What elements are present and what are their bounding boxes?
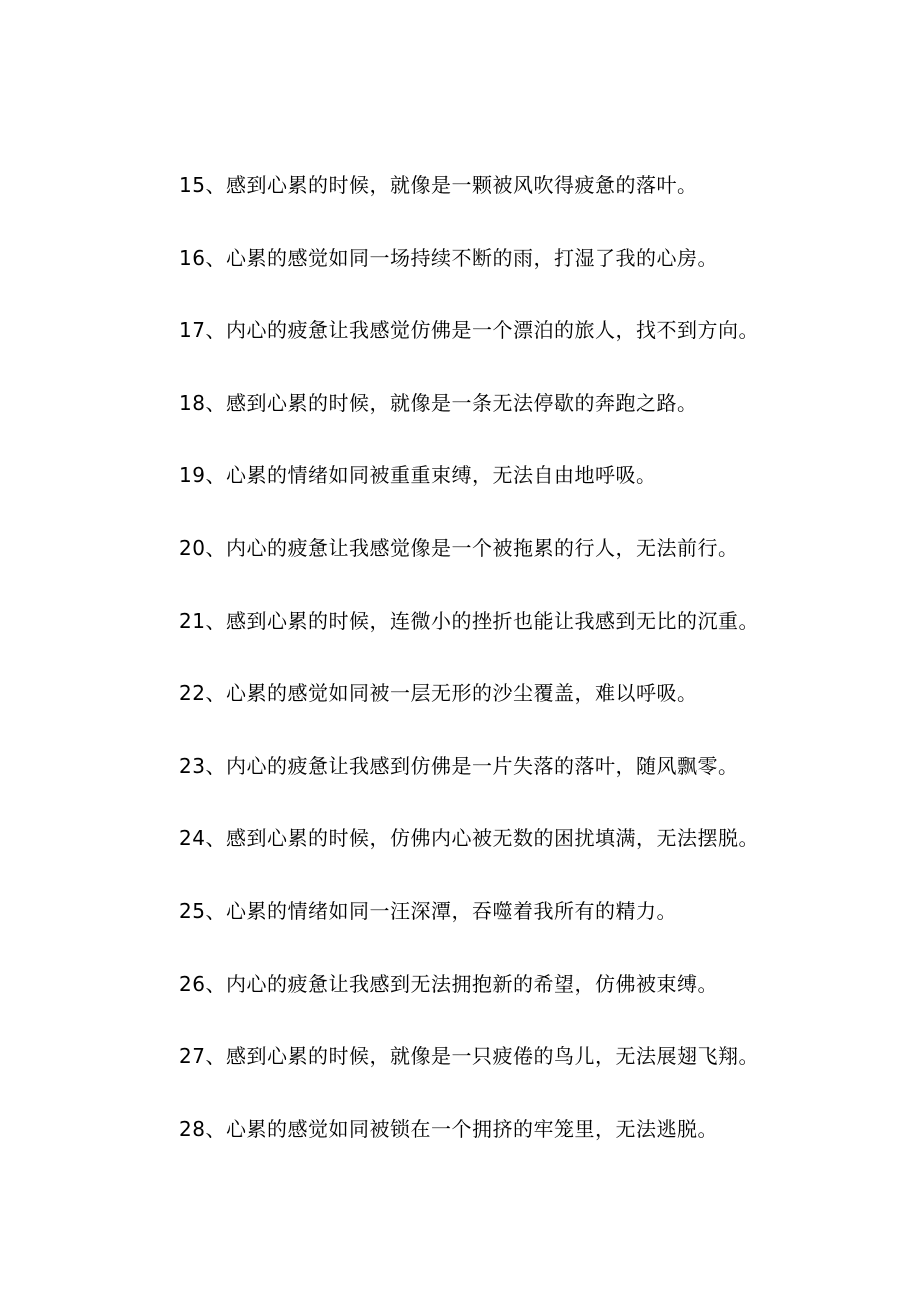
item-text: 、心累的感觉如同一场持续不断的雨，打湿了我的心房。 bbox=[205, 245, 718, 270]
item-text: 、感到心累的时候，就像是一条无法停歇的奔跑之路。 bbox=[205, 390, 698, 415]
item-text: 、内心的疲惫让我感到仿佛是一片失落的落叶，随风飘零。 bbox=[205, 753, 739, 778]
list-item bbox=[179, 529, 899, 567]
list-item bbox=[179, 1037, 899, 1075]
list-item bbox=[179, 1110, 899, 1148]
list-item bbox=[179, 892, 899, 930]
item-number: 17 bbox=[179, 318, 206, 343]
list-item bbox=[179, 674, 899, 712]
item-number: 26 bbox=[179, 971, 206, 996]
item-text: 、心累的情绪如同一汪深潭，吞噬着我所有的精力。 bbox=[205, 898, 677, 923]
item-text: 、内心的疲惫让我感到无法拥抱新的希望，仿佛被束缚。 bbox=[205, 971, 718, 996]
item-number: 23 bbox=[179, 753, 206, 778]
item-number: 16 bbox=[179, 245, 206, 270]
item-number: 24 bbox=[179, 826, 206, 851]
item-text: 、感到心累的时候，就像是一只疲倦的鸟儿，无法展翅飞翔。 bbox=[205, 1044, 759, 1069]
list-item bbox=[179, 456, 899, 494]
item-number: 25 bbox=[179, 898, 206, 923]
item-text: 、内心的疲惫让我感觉像是一个被拖累的行人，无法前行。 bbox=[205, 535, 739, 560]
item-text: 、感到心累的时候，就像是一颗被风吹得疲惫的落叶。 bbox=[205, 173, 698, 197]
list-item bbox=[179, 602, 899, 640]
item-number: 19 bbox=[179, 463, 206, 488]
item-number: 27 bbox=[179, 1044, 206, 1069]
list-item bbox=[179, 166, 899, 204]
item-text: 、内心的疲惫让我感觉仿佛是一个漂泊的旅人，找不到方向。 bbox=[205, 318, 759, 343]
list-item bbox=[179, 747, 899, 785]
item-number: 22 bbox=[179, 681, 206, 706]
item-text: 、心累的感觉如同被锁在一个拥挤的牢笼里，无法逃脱。 bbox=[205, 1116, 718, 1141]
item-number: 15 bbox=[179, 173, 206, 197]
list-item bbox=[179, 819, 899, 857]
item-number: 20 bbox=[179, 535, 206, 560]
sentence-list bbox=[179, 166, 899, 1182]
item-text: 、感到心累的时候，连微小的挫折也能让我感到无比的沉重。 bbox=[205, 608, 759, 633]
item-number: 18 bbox=[179, 390, 206, 415]
item-text: 、心累的感觉如同被一层无形的沙尘覆盖，难以呼吸。 bbox=[205, 681, 698, 706]
list-item bbox=[179, 311, 899, 349]
item-text: 、感到心累的时候，仿佛内心被无数的困扰填满，无法摆脱。 bbox=[205, 826, 759, 851]
item-text: 、心累的情绪如同被重重束缚，无法自由地呼吸。 bbox=[205, 463, 657, 488]
item-number: 28 bbox=[179, 1116, 206, 1141]
list-item bbox=[179, 965, 899, 1003]
item-number: 21 bbox=[179, 608, 206, 633]
list-item bbox=[179, 239, 899, 277]
list-item bbox=[179, 384, 899, 422]
